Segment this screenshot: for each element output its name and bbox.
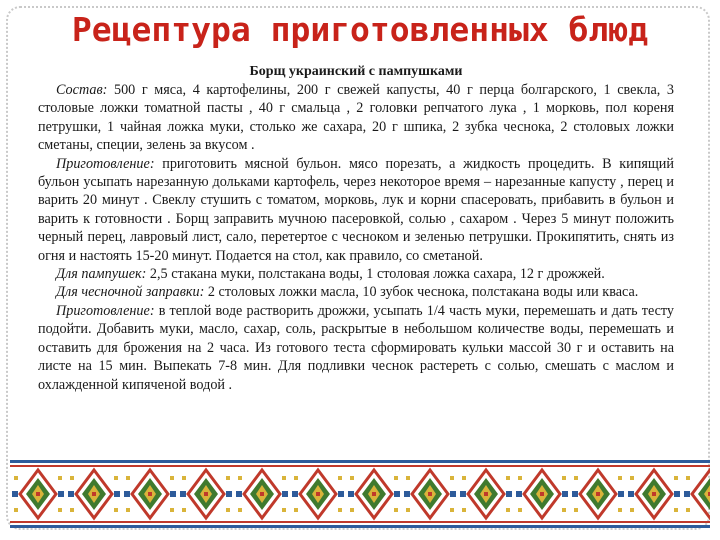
recipe-body	[38, 63, 674, 394]
section-text: 2 столовых ложки масла, 10 зубок чеснока, полстакана воды или кваса.	[204, 284, 639, 301]
embroidery-pattern	[10, 458, 710, 530]
recipe-section	[38, 302, 674, 394]
section-label: Для пампушек:	[56, 266, 147, 283]
section-label: Приготовление:	[56, 302, 155, 319]
recipe-name: Борщ украинский с пампушками	[249, 64, 463, 79]
recipe-section	[38, 81, 674, 155]
section-label: Приготовление:	[56, 155, 155, 172]
section-text: 2,5 стакана муки, полстакана воды, 1 столовая ложка сахара, 12 г дрожжей.	[146, 266, 605, 283]
page-title: Рецептура приготовленных блюд	[71, 10, 649, 49]
section-text: приготовить мясной бульон. мясо порезать, а жидкость процедить. В кипящий бульон усыпать нарезанную дольками картофель, через некоторое время – нарезанные капусту , перец и варить 20 минут . Свеклу стушить с томатом, морковь, лук и корни спасеровать, прибавить в бульон и варить к готовности . Борщ заправить мучною пасеровкой, солью , сахаром . Через 5 минут положить черный перец, лавровый лист, сало, перетертое с чесноком и зеленью петрушки. Прокипятить, снять из огня и настоять 15-20 минут. Подается на стол, как правило, со сметаной.	[38, 155, 674, 264]
section-text: в теплой воде растворить дрожжи, усыпать 1/4 часть муки, перемешать и дать тесту подойти. Добавить муки, масло, сахар, соль, раскрытые в небольшом количестве воды, перемешать и оставить для брожения на 2 часа. Из готового теста сформировать кульки массой 30 г и оставить на листе на 15 мин. Выпекать 7-8 мин. Для подливки чеснок растереть с солью, смешать с маслом и охлажденной кипяченой водой .	[38, 302, 674, 393]
embroidery-border	[10, 458, 710, 530]
recipe-section	[38, 283, 674, 301]
section-label: Состав:	[56, 82, 108, 98]
recipe-section	[38, 265, 674, 283]
recipe-section	[38, 155, 674, 265]
section-label: Для чесночной заправки:	[56, 284, 205, 301]
section-text: 500 г мяса, 4 картофелины, 200 г свежей капусты, 40 г перца болгарского, 1 свекла, 3 столовые ложки томатной пасты , 40 г смальца , 2 головки репчатого лука , 1 морковь, пол кореня петрушки, 1 чайная ложка муки, столько же сахара, 20 г шпика, 2 зубка чеснока, 2 столовых ложки сметаны, специи, зелень за вкусом .	[38, 82, 674, 154]
